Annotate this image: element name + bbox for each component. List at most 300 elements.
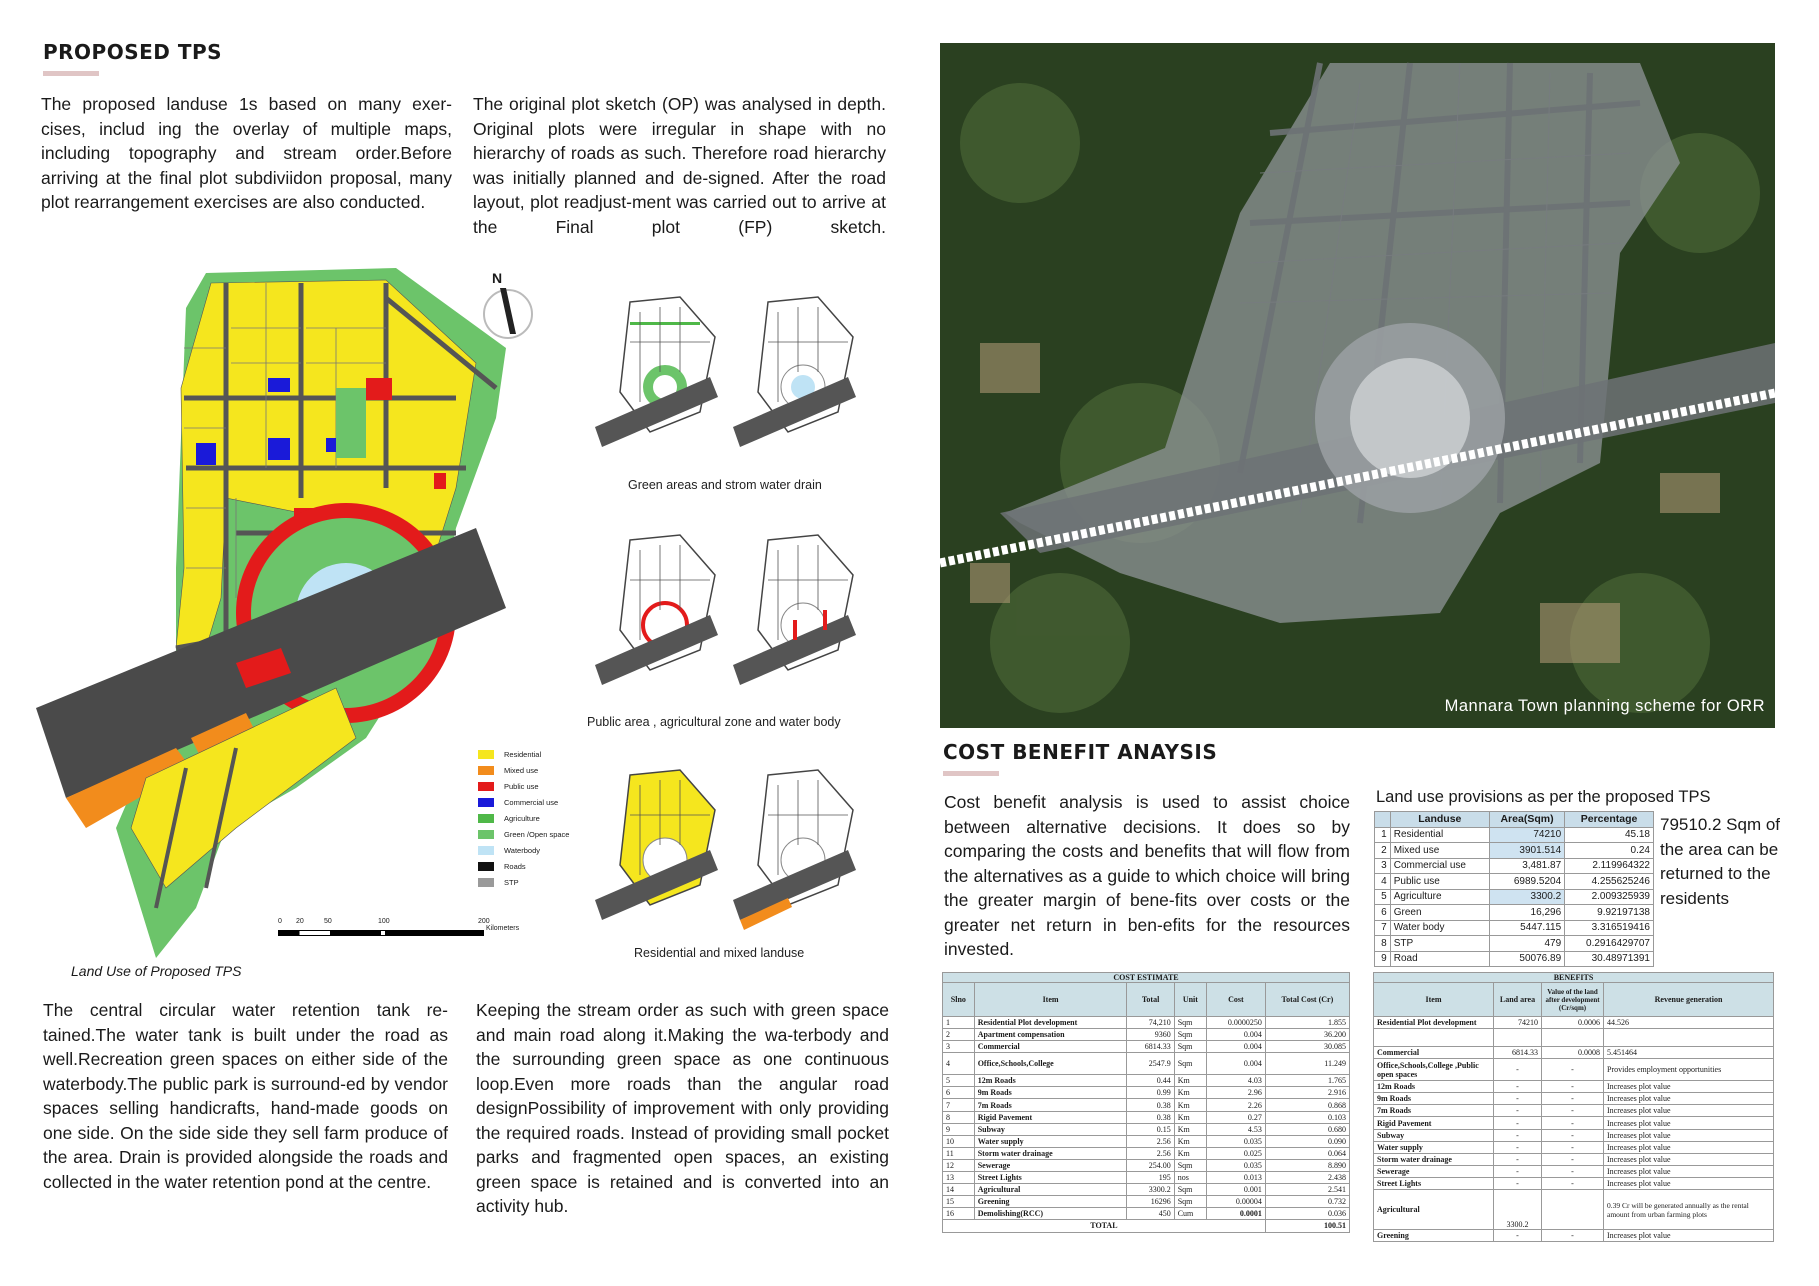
table-row xyxy=(1374,1190,1774,1230)
table-row xyxy=(1374,1129,1774,1141)
table-row xyxy=(1375,920,1654,936)
proposed-para-4: Keeping the stream order as such with green space and main road along it.Making the wa-terbody and the surrounding green space as one continuous loop.Even more roads than the angular road designPossibility of improvement with only providing the required roads. Instead of providing small pocket parks and fragmented open spaces, an existing green space is retained and is converted into an activity hub. xyxy=(476,1000,889,1216)
table-cell: 0.004 xyxy=(1207,1041,1266,1053)
table-cell: - xyxy=(1494,1129,1542,1141)
table-cell: 0.868 xyxy=(1265,1099,1349,1111)
table-row xyxy=(943,1123,1350,1135)
table-row xyxy=(1374,1165,1774,1177)
table-header: Area(Sqm) xyxy=(1489,812,1564,828)
table-cell: 3300.2 xyxy=(1127,1184,1174,1196)
table-cell: - xyxy=(1542,1117,1604,1129)
table-header: Land area xyxy=(1494,983,1542,1017)
table-cell: Subway xyxy=(1374,1129,1494,1141)
title-underline xyxy=(43,71,99,76)
table-cell: 2.56 xyxy=(1127,1135,1174,1147)
table-cell: 3 xyxy=(1375,858,1391,874)
legend-swatch xyxy=(478,766,494,775)
table-cell: 4 xyxy=(1375,874,1391,890)
legend-swatch xyxy=(478,862,494,871)
table-cell: Apartment compensation xyxy=(974,1029,1127,1041)
table-cell: 0.39 Cr will be generated annually as the rental amount from urban farming plots xyxy=(1604,1190,1774,1230)
public-area-maps xyxy=(590,520,890,700)
legend-label: Commercial use xyxy=(504,797,559,807)
table-cell: Km xyxy=(1174,1075,1206,1087)
table-cell: Increases plot value xyxy=(1604,1141,1774,1153)
legend-swatch xyxy=(478,814,494,823)
table-cell: 30.085 xyxy=(1265,1041,1349,1053)
table-cell: 14 xyxy=(943,1184,975,1196)
table-cell: 50076.89 xyxy=(1489,951,1564,967)
legend-row xyxy=(478,842,569,858)
table-cell: 0.090 xyxy=(1265,1135,1349,1147)
table-header xyxy=(1375,812,1391,828)
table-cell: 0.00004 xyxy=(1207,1196,1266,1208)
table-cell: 11.249 xyxy=(1265,1053,1349,1075)
residential-maps xyxy=(590,755,890,935)
table-row xyxy=(1375,889,1654,905)
table-cell: - xyxy=(1494,1165,1542,1177)
table-row xyxy=(943,1220,1350,1232)
table-cell: Increases plot value xyxy=(1604,1081,1774,1093)
table-cell: 8 xyxy=(1375,936,1391,952)
table-cell: 44.526 xyxy=(1604,1017,1774,1029)
table-cell: Commercial xyxy=(974,1041,1127,1053)
table-cell: nos xyxy=(1174,1172,1206,1184)
scale-bar-graphic xyxy=(278,930,484,936)
table-row xyxy=(1374,1177,1774,1189)
table-cell: 0.0008 xyxy=(1542,1047,1604,1059)
table-cell: 0.036 xyxy=(1265,1208,1349,1220)
table-cell: 2.009325939 xyxy=(1565,889,1654,905)
legend-row xyxy=(478,746,569,762)
table-cell: Increases plot value xyxy=(1604,1117,1774,1129)
table-row xyxy=(1374,1153,1774,1165)
table-row xyxy=(1375,905,1654,921)
table-cell: Km xyxy=(1174,1111,1206,1123)
legend-swatch xyxy=(478,750,494,759)
table-cell: Cum xyxy=(1174,1208,1206,1220)
aerial-overlay xyxy=(940,43,1775,728)
table-cell: Water supply xyxy=(1374,1141,1494,1153)
table-row xyxy=(1375,858,1654,874)
table-cell xyxy=(1542,1029,1604,1047)
table-cell: 479 xyxy=(1489,936,1564,952)
scale-tick: 50 xyxy=(324,918,332,925)
table-cell: 74210 xyxy=(1494,1017,1542,1029)
table-cell: 0.0006 xyxy=(1542,1017,1604,1029)
table-cell: - xyxy=(1494,1093,1542,1105)
table-header: Cost xyxy=(1207,983,1266,1017)
table-total-value: 100.51 xyxy=(1265,1220,1349,1232)
table-cell xyxy=(1374,1029,1494,1047)
table-row xyxy=(943,1184,1350,1196)
table-cell: 74,210 xyxy=(1127,1017,1174,1029)
table-cell: Greening xyxy=(974,1196,1127,1208)
table-cell: 0.001 xyxy=(1207,1184,1266,1196)
table-cell: 9m Roads xyxy=(1374,1093,1494,1105)
table-cell: 3,481.87 xyxy=(1489,858,1564,874)
table-cell: 15 xyxy=(943,1196,975,1208)
table-row xyxy=(943,1135,1350,1147)
table-row xyxy=(1374,973,1774,983)
table-cell: 0.004 xyxy=(1207,1029,1266,1041)
table-cell: 2.916 xyxy=(1265,1087,1349,1099)
table-row xyxy=(943,1017,1350,1029)
table-cell: 3 xyxy=(943,1041,975,1053)
table-cell: 6 xyxy=(1375,905,1391,921)
table-row xyxy=(1375,827,1654,843)
table-row xyxy=(1374,1093,1774,1105)
table-row xyxy=(1374,1047,1774,1059)
table-cell: 2.26 xyxy=(1207,1099,1266,1111)
cba-para: Cost benefit analysis is used to assist choice between alternative decisions. It does so by comparing the costs and benefits that will flow from the alternatives as a guide to which choice will bring the greater margin of bene-fits over costs or the greater net return in ben-efits for the resources invested. xyxy=(944,792,1350,959)
table-cell: 16 xyxy=(943,1208,975,1220)
table-cell: - xyxy=(1542,1093,1604,1105)
legend-swatch xyxy=(478,798,494,807)
table-row xyxy=(943,973,1350,983)
table-cell: 7m Roads xyxy=(1374,1105,1494,1117)
table-cell: 11 xyxy=(943,1147,975,1159)
table-cell: Km xyxy=(1174,1135,1206,1147)
legend-row xyxy=(478,762,569,778)
scale-tick: 200 xyxy=(478,918,490,925)
table-cell: 4.03 xyxy=(1207,1075,1266,1087)
scale-tick: 100 xyxy=(378,918,390,925)
table-cell: 0.680 xyxy=(1265,1123,1349,1135)
table-cell: 1 xyxy=(943,1017,975,1029)
cba-underline xyxy=(943,771,999,776)
table-cell: 2547.9 xyxy=(1127,1053,1174,1075)
table-cell: 13 xyxy=(943,1172,975,1184)
table-row xyxy=(943,1159,1350,1171)
legend-row xyxy=(478,778,569,794)
table-cell: - xyxy=(1494,1177,1542,1189)
table-row xyxy=(1375,936,1654,952)
table-cell: Km xyxy=(1174,1147,1206,1159)
table-cell: 0.0001 xyxy=(1207,1208,1266,1220)
table-cell: - xyxy=(1494,1141,1542,1153)
aerial-photo xyxy=(940,43,1775,728)
table-cell: Road xyxy=(1390,951,1489,967)
legend-row xyxy=(478,794,569,810)
table-cell: Increases plot value xyxy=(1604,1177,1774,1189)
table-cell: 0.064 xyxy=(1265,1147,1349,1159)
legend-swatch xyxy=(478,782,494,791)
table-cell: 5 xyxy=(943,1075,975,1087)
table-cell: 30.48971391 xyxy=(1565,951,1654,967)
table-row xyxy=(943,1208,1350,1220)
table-cell: Sqm xyxy=(1174,1017,1206,1029)
table-cell: Sqm xyxy=(1174,1184,1206,1196)
table-cell: 0.38 xyxy=(1127,1099,1174,1111)
table-header: Item xyxy=(974,983,1127,1017)
legend-row xyxy=(478,810,569,826)
table-cell: Increases plot value xyxy=(1604,1129,1774,1141)
table-cell: - xyxy=(1542,1059,1604,1081)
scale-tick: 0 xyxy=(278,918,282,925)
legend-label: Agriculture xyxy=(504,813,540,823)
table-cell: 2.541 xyxy=(1265,1184,1349,1196)
table-cell: Sqm xyxy=(1174,1041,1206,1053)
legend-label: STP xyxy=(504,877,519,887)
table-cell: Sqm xyxy=(1174,1196,1206,1208)
table-row xyxy=(1374,1230,1774,1242)
table-cell: Rigid Pavement xyxy=(974,1111,1127,1123)
table-row xyxy=(1374,1081,1774,1093)
table-cell: Subway xyxy=(974,1123,1127,1135)
table-row xyxy=(1375,812,1654,828)
table-row xyxy=(943,1041,1350,1053)
table-cell: Residential Plot development xyxy=(974,1017,1127,1029)
proposed-tps-title: PROPOSED TPS xyxy=(43,40,223,64)
caption-public-area: Public area , agricultural zone and water body xyxy=(587,715,841,729)
benefits-table xyxy=(1373,972,1774,1242)
table-row xyxy=(943,1053,1350,1075)
table-cell: 0.035 xyxy=(1207,1135,1266,1147)
table-cell: 7 xyxy=(1375,920,1391,936)
landuse-title: Land use provisions as per the proposed TPS xyxy=(1376,788,1711,806)
table-cell: Increases plot value xyxy=(1604,1153,1774,1165)
table-cell: 5447.115 xyxy=(1489,920,1564,936)
table-cell: 9m Roads xyxy=(974,1087,1127,1099)
table-cell: 3300.2 xyxy=(1494,1190,1542,1230)
table-header: Slno xyxy=(943,983,975,1017)
table-cell: Km xyxy=(1174,1099,1206,1111)
table-title: COST ESTIMATE xyxy=(943,973,1350,983)
table-cell: Provides employment opportunities xyxy=(1604,1059,1774,1081)
table-cell: Street Lights xyxy=(974,1172,1127,1184)
table-cell: 6989.5204 xyxy=(1489,874,1564,890)
table-row xyxy=(1374,1117,1774,1129)
cost-estimate-table xyxy=(942,972,1350,1233)
table-cell: Km xyxy=(1174,1123,1206,1135)
table-cell: - xyxy=(1494,1153,1542,1165)
table-cell: Sqm xyxy=(1174,1159,1206,1171)
table-row xyxy=(1375,843,1654,859)
table-cell: 0.035 xyxy=(1207,1159,1266,1171)
table-cell: 2.56 xyxy=(1127,1147,1174,1159)
table-cell: 0.15 xyxy=(1127,1123,1174,1135)
table-cell: Demolishing(RCC) xyxy=(974,1208,1127,1220)
table-cell: 2.438 xyxy=(1265,1172,1349,1184)
table-cell: 2.119964322 xyxy=(1565,858,1654,874)
table-header: Unit xyxy=(1174,983,1206,1017)
table-cell: 5.451464 xyxy=(1604,1047,1774,1059)
table-cell: Storm water drainage xyxy=(1374,1153,1494,1165)
landuse-note: 79510.2 Sqm of the area can be returned to the residents xyxy=(1660,815,1781,908)
table-cell: 1.855 xyxy=(1265,1017,1349,1029)
table-cell: 12m Roads xyxy=(1374,1081,1494,1093)
table-cell: - xyxy=(1494,1230,1542,1242)
table-row xyxy=(943,1099,1350,1111)
table-cell: Sqm xyxy=(1174,1053,1206,1075)
table-cell: Residential Plot development xyxy=(1374,1017,1494,1029)
table-cell: Greening xyxy=(1374,1230,1494,1242)
table-cell: 0.0000250 xyxy=(1207,1017,1266,1029)
table-cell: Water body xyxy=(1390,920,1489,936)
table-cell: 12 xyxy=(943,1159,975,1171)
legend-label: Residential xyxy=(504,749,542,759)
table-cell: 9 xyxy=(943,1123,975,1135)
table-cell: 0.004 xyxy=(1207,1053,1266,1075)
green-areas-maps xyxy=(590,282,890,462)
table-cell: Increases plot value xyxy=(1604,1093,1774,1105)
legend-row xyxy=(478,826,569,842)
legend-label: Public use xyxy=(504,781,539,791)
table-cell: 1.765 xyxy=(1265,1075,1349,1087)
table-cell: 1 xyxy=(1375,827,1391,843)
table-cell: 8.890 xyxy=(1265,1159,1349,1171)
table-cell: 16296 xyxy=(1127,1196,1174,1208)
table-row xyxy=(1374,1059,1774,1081)
table-cell: Km xyxy=(1174,1087,1206,1099)
table-cell: Sewerage xyxy=(974,1159,1127,1171)
table-header: Total Cost (Cr) xyxy=(1265,983,1349,1017)
table-row xyxy=(943,1075,1350,1087)
table-cell: 9.92197138 xyxy=(1565,905,1654,921)
table-cell: 2.96 xyxy=(1207,1087,1266,1099)
caption-residential: Residential and mixed landuse xyxy=(634,946,805,960)
legend-label: Green /Open space xyxy=(504,829,570,839)
table-cell: Residential xyxy=(1390,827,1489,843)
table-cell: Street Lights xyxy=(1374,1177,1494,1189)
table-cell: 0.2916429707 xyxy=(1565,936,1654,952)
scale-tick: 20 xyxy=(296,918,304,925)
table-cell: 3.316519416 xyxy=(1565,920,1654,936)
legend-swatch xyxy=(478,846,494,855)
table-header: Landuse xyxy=(1390,812,1489,828)
table-cell: 4.53 xyxy=(1207,1123,1266,1135)
table-cell: - xyxy=(1494,1081,1542,1093)
legend-swatch xyxy=(478,878,494,887)
scale-unit: Kilometers xyxy=(486,925,520,932)
table-cell: 450 xyxy=(1127,1208,1174,1220)
legend-label: Waterbody xyxy=(504,845,540,855)
table-cell: 254.00 xyxy=(1127,1159,1174,1171)
table-cell: 9360 xyxy=(1127,1029,1174,1041)
north-arrow-icon xyxy=(480,282,536,342)
table-cell: 0.013 xyxy=(1207,1172,1266,1184)
legend-label: Mixed use xyxy=(504,765,539,775)
table-cell: 4 xyxy=(943,1053,975,1075)
table-cell: Agriculture xyxy=(1390,889,1489,905)
table-cell: 74210 xyxy=(1489,827,1564,843)
table-cell: Office,Schools,College xyxy=(974,1053,1127,1075)
table-cell: 8 xyxy=(943,1111,975,1123)
table-cell: 0.732 xyxy=(1265,1196,1349,1208)
table-cell: - xyxy=(1542,1141,1604,1153)
table-cell: 12m Roads xyxy=(974,1075,1127,1087)
table-cell: 10 xyxy=(943,1135,975,1147)
landuse-table xyxy=(1374,811,1654,967)
table-row xyxy=(1374,1105,1774,1117)
table-cell: - xyxy=(1542,1129,1604,1141)
table-row xyxy=(943,983,1350,1017)
table-cell: 45.18 xyxy=(1565,827,1654,843)
table-row xyxy=(943,1111,1350,1123)
table-cell: 9 xyxy=(1375,951,1391,967)
north-label: N xyxy=(492,270,503,286)
table-cell: Increases plot value xyxy=(1604,1230,1774,1242)
legend-swatch xyxy=(478,830,494,839)
table-cell xyxy=(1604,1029,1774,1047)
caption-green-areas: Green areas and strom water drain xyxy=(628,478,822,492)
table-cell xyxy=(1494,1029,1542,1047)
table-cell: 6 xyxy=(943,1087,975,1099)
table-row xyxy=(1374,983,1774,1017)
table-cell: - xyxy=(1542,1165,1604,1177)
table-header: Value of the land after development (Cr/sqm) xyxy=(1542,983,1604,1017)
table-cell: Sewerage xyxy=(1374,1165,1494,1177)
table-row xyxy=(943,1087,1350,1099)
table-cell: - xyxy=(1542,1177,1604,1189)
table-row xyxy=(1374,1017,1774,1029)
table-cell: 7m Roads xyxy=(974,1099,1127,1111)
legend-label: Roads xyxy=(504,861,526,871)
table-cell: - xyxy=(1542,1230,1604,1242)
table-cell: Commercial use xyxy=(1390,858,1489,874)
table-title: BENEFITS xyxy=(1374,973,1774,983)
table-cell: Water supply xyxy=(974,1135,1127,1147)
table-cell: 0.24 xyxy=(1565,843,1654,859)
scale-bar xyxy=(278,914,490,940)
table-cell: 5 xyxy=(1375,889,1391,905)
table-cell: 0.27 xyxy=(1207,1111,1266,1123)
cba-title: COST BENEFIT ANAYSIS xyxy=(943,740,1218,764)
table-cell: Agricultural xyxy=(1374,1190,1494,1230)
table-cell: 0.103 xyxy=(1265,1111,1349,1123)
table-cell: 3300.2 xyxy=(1489,889,1564,905)
table-cell: 2 xyxy=(943,1029,975,1041)
table-cell: 0.44 xyxy=(1127,1075,1174,1087)
table-cell: Office,Schools,College ,Public open spaces xyxy=(1374,1059,1494,1081)
table-header: Percentage xyxy=(1565,812,1654,828)
legend-row xyxy=(478,858,569,874)
table-cell: 6814.33 xyxy=(1494,1047,1542,1059)
table-cell: 6814.33 xyxy=(1127,1041,1174,1053)
table-cell: STP xyxy=(1390,936,1489,952)
proposed-para-1: The proposed landuse 1s based on many exer-cises, includ ing the overlay of multiple maps, including topography and stream order.Before arriving at the final plot subdiviidon proposal, many plot rearrangement exercises are also conducted. xyxy=(41,94,452,212)
table-row xyxy=(943,1147,1350,1159)
table-cell: Increases plot value xyxy=(1604,1165,1774,1177)
table-cell: Increases plot value xyxy=(1604,1105,1774,1117)
table-cell: Agricultural xyxy=(974,1184,1127,1196)
table-cell: - xyxy=(1494,1059,1542,1081)
table-row xyxy=(1375,874,1654,890)
table-cell: 4.255625246 xyxy=(1565,874,1654,890)
table-row xyxy=(943,1172,1350,1184)
table-cell: 7 xyxy=(943,1099,975,1111)
table-cell: Storm water drainage xyxy=(974,1147,1127,1159)
table-cell: Rigid Pavement xyxy=(1374,1117,1494,1129)
table-header: Total xyxy=(1127,983,1174,1017)
table-cell: 36.200 xyxy=(1265,1029,1349,1041)
table-cell: 2 xyxy=(1375,843,1391,859)
table-row xyxy=(1374,1029,1774,1047)
table-cell: Sqm xyxy=(1174,1029,1206,1041)
map-caption: Land Use of Proposed TPS xyxy=(71,963,242,979)
table-cell: 0.38 xyxy=(1127,1111,1174,1123)
table-cell: 0.025 xyxy=(1207,1147,1266,1159)
table-header: Item xyxy=(1374,983,1494,1017)
table-cell: - xyxy=(1542,1153,1604,1165)
table-cell: Mixed use xyxy=(1390,843,1489,859)
table-row xyxy=(943,1196,1350,1208)
table-cell: 195 xyxy=(1127,1172,1174,1184)
table-header: Revenue generation xyxy=(1604,983,1774,1017)
table-cell: - xyxy=(1494,1117,1542,1129)
table-cell: - xyxy=(1542,1105,1604,1117)
